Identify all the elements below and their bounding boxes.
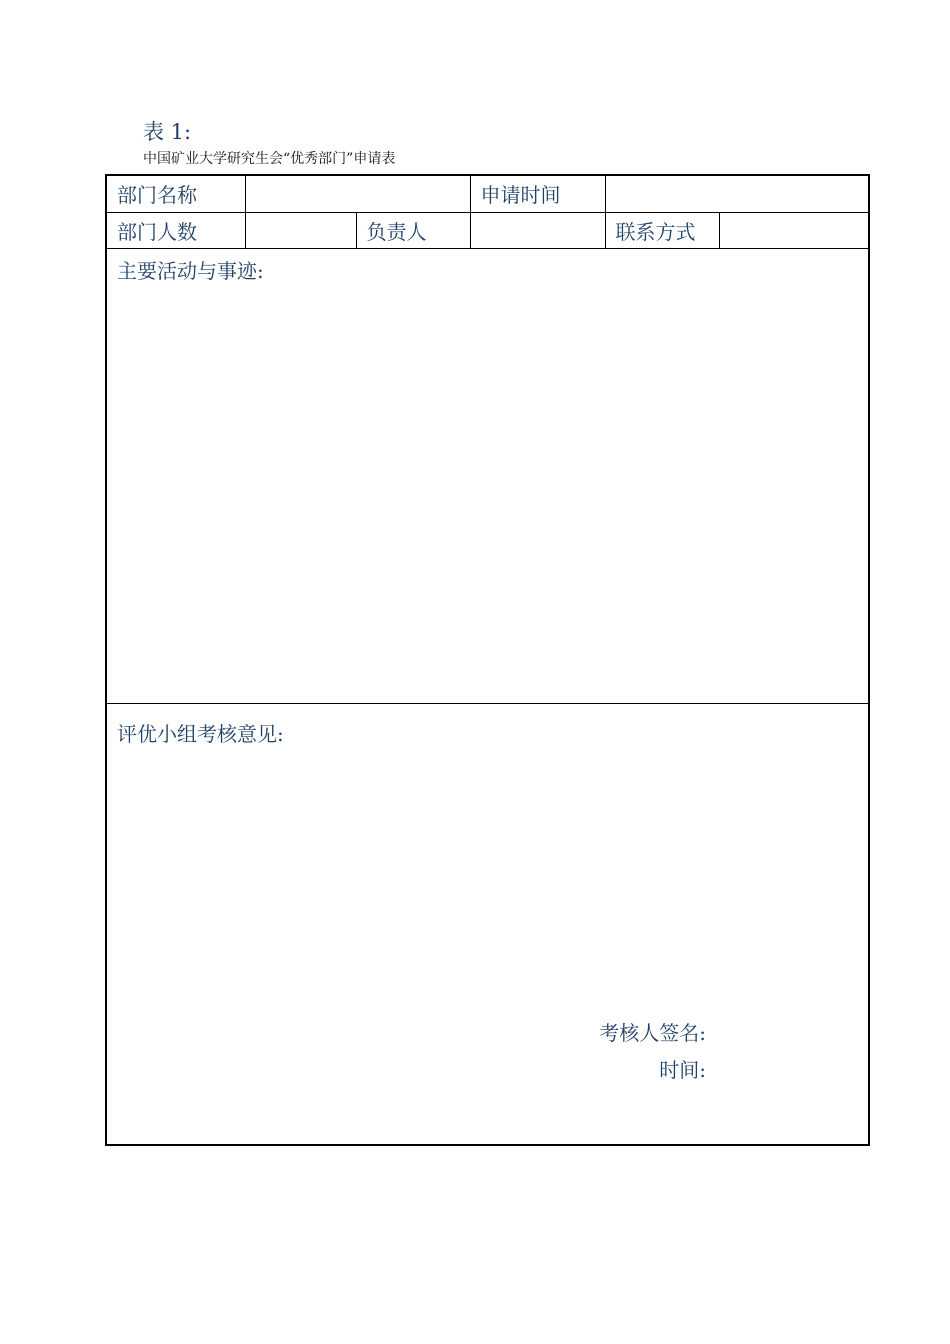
review-date-label: 时间: — [659, 1057, 706, 1082]
review-label: 评优小组考核意见: — [117, 721, 284, 746]
application-time-field[interactable] — [605, 175, 869, 212]
application-form-table — [105, 174, 870, 1146]
person-in-charge-label: 负责人 — [356, 212, 470, 248]
form-row-members — [106, 212, 869, 248]
form-row-activities — [106, 248, 869, 703]
reviewer-signature-label: 考核人签名: — [599, 1020, 706, 1045]
activities-label: 主要活动与事迹: — [117, 258, 264, 283]
department-name-field[interactable] — [245, 175, 470, 212]
form-row-department — [106, 175, 869, 212]
member-count-field[interactable] — [245, 212, 356, 248]
contact-label: 联系方式 — [605, 212, 719, 248]
form-row-review — [106, 703, 869, 1145]
person-in-charge-field[interactable] — [470, 212, 605, 248]
contact-field[interactable] — [719, 212, 869, 248]
activities-section[interactable] — [106, 248, 869, 703]
member-count-label: 部门人数 — [106, 212, 245, 248]
review-section[interactable] — [106, 703, 869, 1145]
table-number: 表 1: — [143, 120, 192, 144]
application-time-label: 申请时间 — [470, 175, 605, 212]
form-title: 中国矿业大学研究生会“优秀部门”申请表 — [143, 151, 396, 167]
department-name-label: 部门名称 — [106, 175, 245, 212]
